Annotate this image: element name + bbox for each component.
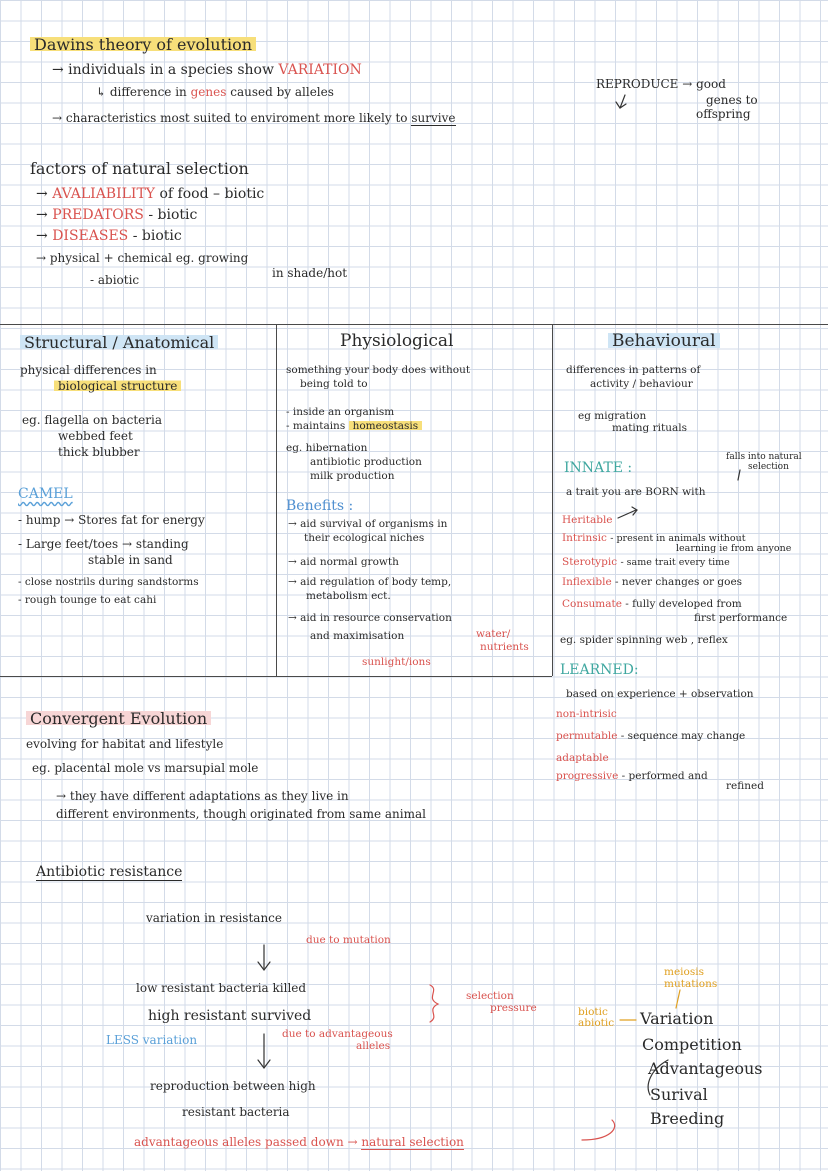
ab-step-4: reproduction between high bbox=[150, 1079, 316, 1093]
ab-step-1-note: due to mutation bbox=[306, 934, 391, 946]
genes-to-note: genes to bbox=[706, 93, 758, 107]
benefit-2: → aid normal growth bbox=[288, 556, 399, 568]
physiological-title: Physiological bbox=[340, 331, 454, 351]
sunlight-note: sunlight/ions bbox=[362, 656, 431, 668]
camel-feet: - Large feet/toes → standing bbox=[18, 537, 189, 551]
factors-title: factors of natural selection bbox=[30, 159, 249, 178]
factor-physical: → physical + chemical eg. growing bbox=[36, 251, 249, 265]
physio-eg-3: milk production bbox=[310, 470, 395, 482]
innate-consummate: Consumate - fully developed from bbox=[562, 598, 742, 610]
innate-example: eg. spider spinning web , reflex bbox=[560, 634, 728, 646]
natural-selection-arrow bbox=[582, 1120, 615, 1140]
structural-title: Structural / Anatomical bbox=[20, 334, 218, 352]
ab-step-3-note: due to advantageous bbox=[282, 1028, 393, 1040]
falls-note: falls into natural bbox=[726, 452, 802, 462]
biotic-note: biotic bbox=[578, 1006, 608, 1018]
list-breeding: Breeding bbox=[650, 1109, 725, 1128]
innate-inflexible: Inflexible - never changes or goes bbox=[562, 576, 743, 588]
selection-bracket bbox=[430, 985, 438, 1022]
camel-hump: - hump → Stores fat for energy bbox=[18, 513, 205, 527]
benefit-3b: metabolism ect. bbox=[306, 590, 391, 602]
water-note: water/ bbox=[476, 628, 511, 640]
darwin-line-3: → characteristics most suited to enviroment more likely to survive bbox=[52, 111, 456, 125]
falls-note-2: selection bbox=[748, 462, 789, 472]
darwin-title: Dawins theory of evolution bbox=[30, 36, 256, 54]
learned-progressive: progressive - performed and bbox=[556, 770, 708, 782]
factor-physical-eg: in shade/hot bbox=[272, 266, 348, 280]
physio-point-2: - maintains homeostasis bbox=[286, 420, 422, 432]
convergent-line-1: evolving for habitat and lifestyle bbox=[26, 737, 224, 751]
behav-eg-2: mating rituals bbox=[612, 422, 687, 434]
camel-tongue: - rough tounge to eat cahi bbox=[18, 594, 157, 606]
innate-heading: INNATE : bbox=[564, 460, 633, 476]
structural-eg-2: webbed feet bbox=[58, 429, 133, 443]
factor-diseases: → DISEASES - biotic bbox=[36, 228, 182, 244]
selection-note: selection bbox=[466, 990, 514, 1002]
benefit-3: → aid regulation of body temp, bbox=[288, 576, 452, 588]
darwin-line-2: ↳ difference in genes caused by alleles bbox=[96, 85, 334, 99]
innate-stereotypic: Sterotypic - same trait every time bbox=[562, 556, 730, 568]
learned-based: based on experience + observation bbox=[566, 688, 754, 700]
structural-eg-3: thick blubber bbox=[58, 445, 140, 459]
mutations-note: mutations bbox=[664, 978, 718, 990]
list-surival: Surival bbox=[650, 1085, 708, 1104]
structural-desc-1: physical differences in bbox=[20, 363, 157, 377]
innate-born: a trait you are BORN with bbox=[566, 486, 706, 498]
physio-eg-2: antibiotic production bbox=[310, 456, 422, 468]
physio-desc-2: being told to bbox=[300, 378, 368, 390]
ab-step-1: variation in resistance bbox=[146, 911, 282, 925]
physio-point-1: - inside an organism bbox=[286, 406, 395, 418]
ab-step-2: low resistant bacteria killed bbox=[136, 981, 307, 995]
convergent-line-2: eg. placental mole vs marsupial mole bbox=[32, 761, 259, 775]
antibiotic-title: Antibiotic resistance bbox=[36, 864, 183, 880]
darwin-line-1: → individuals in a species show VARIATION bbox=[52, 62, 362, 78]
learned-non-intrinsic: non-intrisic bbox=[556, 708, 617, 720]
structural-eg-1: eg. flagella on bacteria bbox=[22, 413, 162, 427]
innate-consummate-2: first performance bbox=[694, 612, 788, 624]
convergent-line-3: → they have different adaptations as they live in bbox=[56, 789, 349, 803]
behav-desc-2: activity / behaviour bbox=[590, 378, 693, 390]
benefit-1: → aid survival of organisms in bbox=[288, 518, 448, 530]
learned-permutable: permutable - sequence may change bbox=[556, 730, 746, 742]
ab-step-6: advantageous alleles passed down → natural selection bbox=[134, 1135, 464, 1149]
learned-progressive-2: refined bbox=[726, 780, 764, 792]
learned-adaptable: adaptable bbox=[556, 752, 609, 764]
ab-step-3-note-2: alleles bbox=[356, 1040, 391, 1052]
learned-heading: LEARNED: bbox=[560, 662, 639, 678]
abiotic-note: abiotic bbox=[578, 1017, 615, 1029]
benefit-4b: and maximisation bbox=[310, 630, 405, 642]
ab-step-5: resistant bacteria bbox=[182, 1105, 290, 1119]
list-competition: Competition bbox=[642, 1035, 742, 1054]
factor-predators: → PREDATORS - biotic bbox=[36, 207, 198, 223]
meiosis-note: meiosis bbox=[664, 966, 704, 978]
innate-heritable: Heritable bbox=[562, 514, 613, 526]
benefit-1b: their ecological niches bbox=[304, 532, 425, 544]
innate-intrinsic-2: learning ie from anyone bbox=[676, 543, 792, 554]
factor-availability: → AVALIABILITY of food – biotic bbox=[36, 186, 265, 202]
behav-eg-1: eg migration bbox=[578, 410, 647, 422]
list-advantageous: Advantageous bbox=[648, 1059, 763, 1078]
camel-feet-2: stable in sand bbox=[88, 553, 173, 567]
camel-nostrils: - close nostrils during sandstorms bbox=[18, 576, 199, 588]
physio-eg-1: eg. hibernation bbox=[286, 442, 368, 454]
camel-heading: CAMEL bbox=[18, 486, 73, 502]
benefits-heading: Benefits : bbox=[286, 498, 354, 514]
ab-step-3: high resistant survived bbox=[148, 1008, 312, 1024]
structural-desc-2: biological structure bbox=[54, 380, 181, 394]
factor-abiotic: - abiotic bbox=[90, 273, 140, 287]
benefit-4: → aid in resource conservation bbox=[288, 612, 452, 624]
behav-desc-1: differences in patterns of bbox=[566, 364, 701, 376]
physio-desc-1: something your body does without bbox=[286, 364, 471, 376]
offspring-note: offspring bbox=[696, 107, 751, 121]
list-variation: Variation bbox=[640, 1009, 714, 1028]
convergent-line-4: different environments, though originated from same animal bbox=[56, 807, 426, 821]
behavioural-title: Behavioural bbox=[608, 332, 720, 352]
nutrients-note: nutrients bbox=[480, 641, 529, 653]
reproduce-note: REPRODUCE → good bbox=[596, 77, 726, 91]
less-variation: LESS variation bbox=[106, 1033, 198, 1047]
convergent-title: Convergent Evolution bbox=[26, 710, 211, 728]
innate-intrinsic: Intrinsic - present in animals without bbox=[562, 532, 746, 544]
pressure-note: pressure bbox=[490, 1002, 537, 1014]
